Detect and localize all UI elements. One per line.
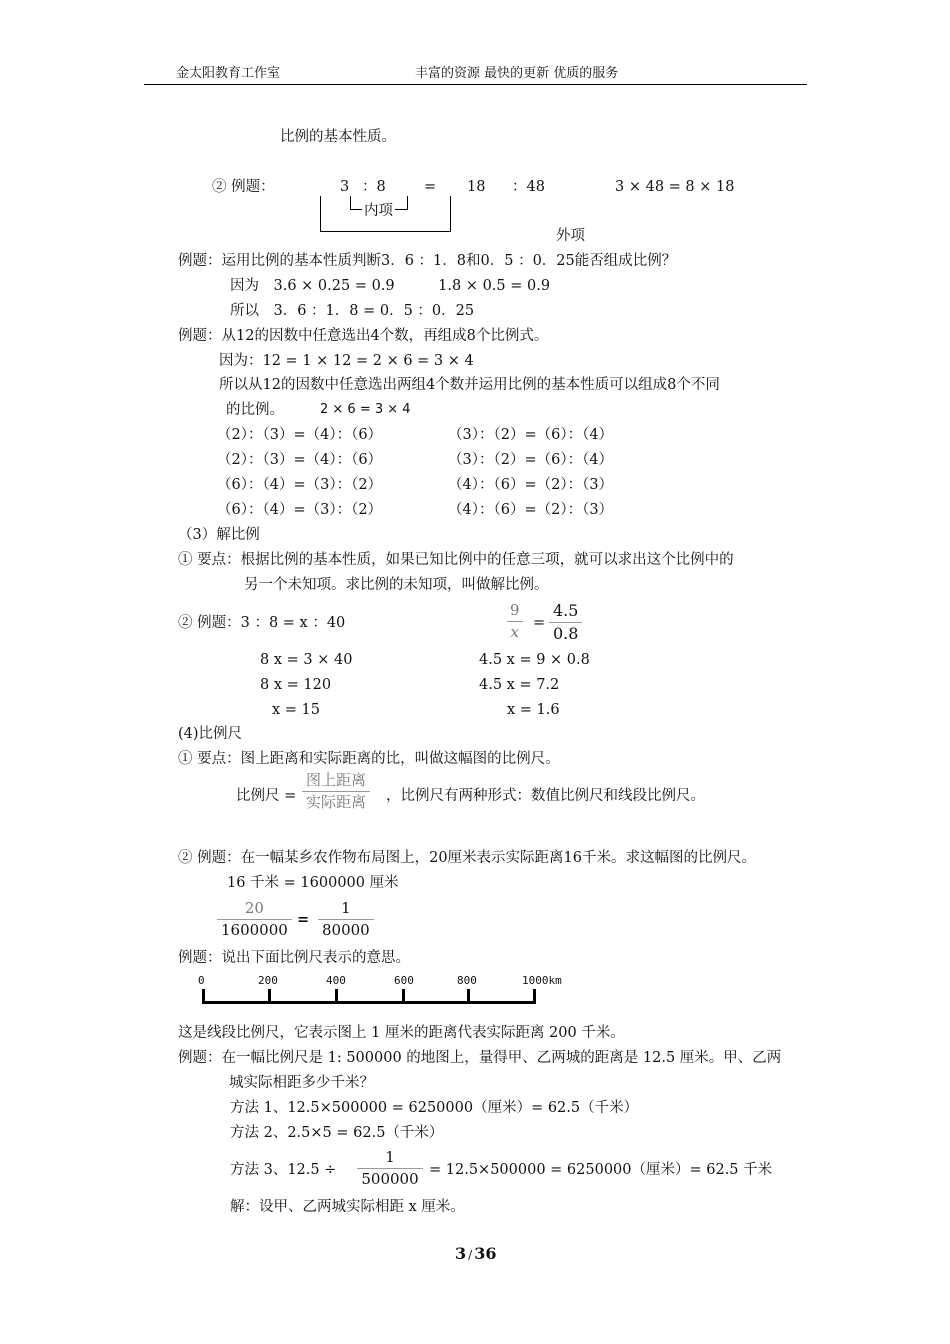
header-rule	[144, 84, 807, 85]
inner-bracket-left	[350, 196, 351, 210]
example-a-colon1: ：8	[362, 179, 386, 195]
fraction-numerator: 9	[510, 601, 520, 619]
m3-numerator: 1	[385, 1148, 395, 1166]
proportion-left-1: （2）：（3）=（4）：（6）	[217, 427, 383, 443]
example-a-product: 3 × 48 = 8 × 18	[615, 179, 735, 195]
bar-label-600: 600	[394, 974, 414, 987]
example-c-eq: 2 × 6 = 3 × 4	[320, 402, 411, 417]
proportion-right-3: （4）：（6）=（2）：（3）	[448, 477, 614, 493]
scale-point: ① 要点：图上距离和实际距离的比，叫做这幅图的比例尺。	[178, 751, 560, 767]
scale-tick-400	[335, 989, 338, 1004]
f2-numerator: 1	[341, 899, 351, 917]
right-step-2: 4.5 x = 7.2	[479, 677, 560, 693]
outer-label: 外项	[556, 228, 585, 244]
proportion-left-2: （2）：（3）=（4）：（6）	[217, 452, 383, 468]
scale-tick-1000	[533, 989, 536, 1004]
right-step-3: x = 1.6	[507, 702, 560, 718]
scale-example3-line2: 城实际相距多少千米？	[229, 1075, 374, 1091]
example-a-colon2: ：48	[512, 179, 545, 195]
solve-example-label: ② 例题：3 ：8 = x ：40	[178, 615, 346, 631]
f1-numerator: 20	[244, 899, 264, 917]
solve-point2: 另一个未知项。求比例的未知项，叫做解比例。	[244, 577, 549, 593]
bar-label-0: 0	[198, 974, 205, 987]
header-left: 金太阳教育工作室	[176, 66, 281, 81]
example-c-title: 例题：从12的因数中任意选出4个数，再组成8个比例式。	[178, 328, 549, 344]
scale-tick-600	[402, 989, 405, 1004]
fraction-9-over-x	[506, 603, 524, 640]
proportion-left-4: （6）：（4）=（3）：（2）	[217, 502, 383, 518]
bar-label-400: 400	[326, 974, 346, 987]
example-a-b: 18	[467, 179, 486, 195]
proportion-right-4: （4）：（6）=（2）：（3）	[448, 502, 614, 518]
f1-denominator: 1600000	[217, 919, 292, 938]
f2-denominator: 80000	[318, 919, 374, 938]
bar-label-1000km: 1000km	[522, 974, 562, 987]
fraction2-denominator: 0.8	[549, 622, 582, 642]
left-step-2: 8 x = 120	[260, 677, 332, 693]
left-step-3: x = 15	[272, 702, 320, 718]
scale-conversion: 16 千米 = 1600000 厘米	[227, 875, 399, 891]
scale-example1: ② 例题：在一幅某乡农作物布局图上，20厘米表示实际距离16千米。求这幅图的比例尺。	[178, 850, 757, 866]
proportion-right-1: （3）：（2）=（6）：（4）	[448, 427, 614, 443]
inner-label: 内项	[364, 203, 393, 219]
method-1: 方法 1、12.5×500000 = 6250000（厘米）= 62.5（千米）	[230, 1100, 639, 1116]
formula-fraction	[302, 773, 370, 810]
page-total: 36	[474, 1244, 497, 1263]
formula-numerator: 图上距离	[306, 771, 367, 789]
scale-bar-line	[202, 1001, 536, 1004]
formula-lhs: 比例尺 =	[236, 788, 297, 804]
outer-bracket-left	[320, 196, 321, 232]
fraction-1-over-500000	[357, 1150, 423, 1187]
example-a-a: 3	[340, 179, 350, 195]
intro-line: 比例的基本性质。	[280, 129, 396, 145]
scale-tick-800	[467, 989, 470, 1004]
bar-label-200: 200	[258, 974, 278, 987]
scale-tick-0	[202, 989, 205, 1004]
scale-explanation: 这是线段比例尺，它表示图上 1 厘米的距离代表实际距离 200 千米。	[178, 1025, 625, 1041]
scale-heading: (4)比例尺	[178, 726, 243, 742]
m3-denominator: 500000	[357, 1168, 423, 1187]
scale-example3-line1: 例题：在一幅比例尺是 1: 500000 的地图上，量得甲、乙两城的距离是 12.5 厘米。甲、乙两	[178, 1050, 782, 1066]
page-separator: /	[468, 1248, 473, 1262]
method-2: 方法 2、2.5×5 = 62.5（千米）	[230, 1125, 444, 1141]
formula-rest: ，比例尺有两种形式：数值比例尺和线段比例尺。	[386, 788, 705, 804]
outer-bracket-bottom	[320, 231, 451, 232]
method-3-pre: 方法 3、12.5 ÷	[230, 1162, 337, 1178]
header-right: 丰富的资源 最快的更新 优质的服务	[415, 66, 619, 81]
f-equals: =	[297, 911, 310, 928]
scale-tick-200	[268, 989, 271, 1004]
bar-label-800: 800	[457, 974, 477, 987]
solve-point1: ① 要点：根据比例的基本性质，如果已知比例中的任意三项，就可以求出这个比例中的	[178, 552, 734, 568]
solution-line: 解：设甲、乙两城实际相距 x 厘米。	[230, 1199, 465, 1215]
example-b-title: 例题：运用比例的基本性质判断3．6 ：1．8和0．5 ：0．25能否组成比例？	[178, 253, 677, 269]
method-3-post: = 12.5×500000 = 6250000（厘米）= 62.5 千米	[429, 1162, 773, 1178]
proportion-right-2: （3）：（2）=（6）：（4）	[448, 452, 614, 468]
example-b-so: 所以 3．6 ：1．8 = 0．5 ：0．25	[230, 303, 475, 319]
proportion-left-3: （6）：（4）=（3）：（2）	[217, 477, 383, 493]
fraction-equals: =	[533, 615, 546, 631]
example-c-because: 因为：12 = 1 × 12 = 2 × 6 = 3 × 4	[219, 353, 474, 369]
formula-denominator: 实际距离	[302, 791, 370, 810]
solve-heading: （3）解比例	[178, 527, 260, 543]
right-step-1: 4.5 x = 9 × 0.8	[479, 652, 590, 668]
fraction-denominator: x	[507, 621, 523, 640]
outer-bracket-right	[450, 196, 451, 232]
page-current: 3	[455, 1244, 467, 1263]
example-a-eq: =	[424, 179, 437, 195]
example-a-label: ② 例题：	[212, 179, 275, 195]
fraction-20-over-1600000	[217, 901, 292, 938]
example-c-line2: 的比例。	[226, 402, 284, 418]
fraction2-numerator: 4.5	[553, 601, 579, 620]
example-b-because: 因为 3.6 × 0.25 = 0.9 1.8 × 0.5 = 0.9	[230, 278, 551, 294]
scale-example2: 例题：说出下面比例尺表示的意思。	[178, 950, 410, 966]
example-c-line1: 所以从12的因数中任意选出两组4个数并运用比例的基本性质可以组成8个不同	[219, 377, 720, 393]
left-step-1: 8 x = 3 × 40	[260, 652, 353, 668]
fraction-1-over-80000	[318, 901, 374, 938]
inner-bracket-right	[407, 196, 408, 210]
fraction-4-5-over-0-8	[549, 603, 582, 642]
page-number	[455, 1246, 496, 1262]
